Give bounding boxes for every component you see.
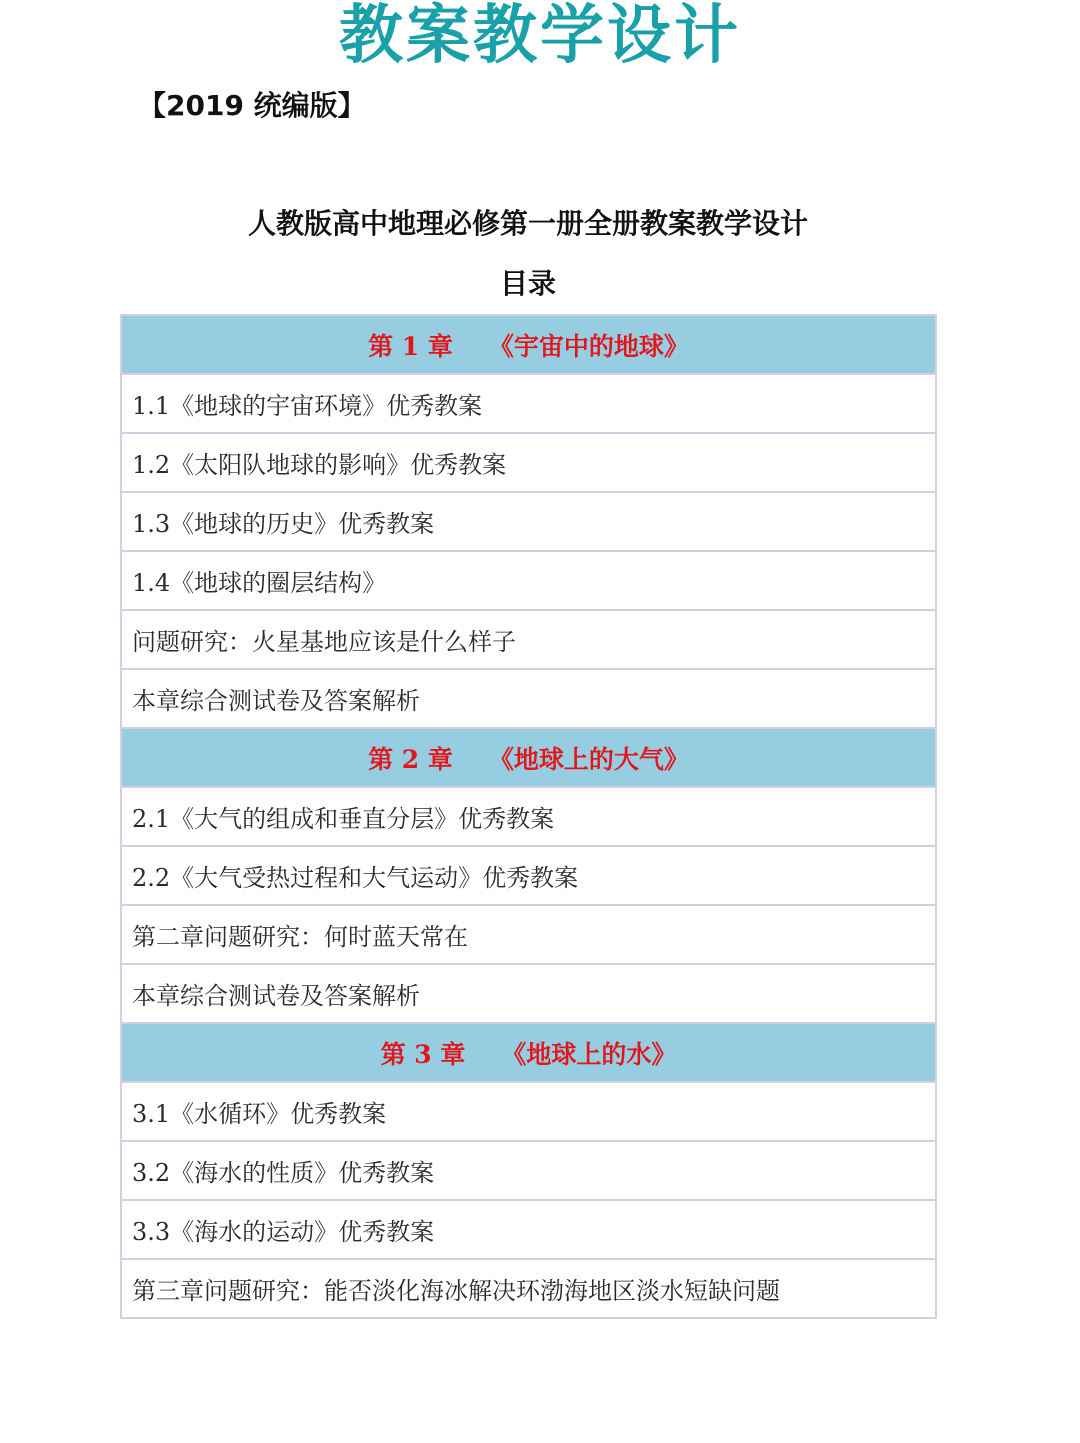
toc-item[interactable]: 3.1《水循环》优秀教案 xyxy=(121,1082,936,1141)
toc-row xyxy=(121,1082,936,1141)
chapter-number: 第 1 章 xyxy=(368,331,453,361)
toc-row xyxy=(121,492,936,551)
chapter-number: 第 2 章 xyxy=(368,744,453,774)
chapter-3-header[interactable] xyxy=(121,1023,936,1082)
toc-row xyxy=(121,787,936,846)
chapter-name: 《地球上的大气》 xyxy=(488,744,689,774)
toc-row xyxy=(121,374,936,433)
toc-table xyxy=(120,314,937,1319)
toc-item[interactable]: 1.4《地球的圈层结构》 xyxy=(121,551,936,610)
toc-row xyxy=(121,433,936,492)
chapter-name: 《地球上的水》 xyxy=(501,1039,677,1069)
toc-item[interactable]: 1.2《太阳队地球的影响》优秀教案 xyxy=(121,433,936,492)
toc-item[interactable]: 3.3《海水的运动》优秀教案 xyxy=(121,1200,936,1259)
toc-heading: 目录 xyxy=(499,267,556,300)
toc-row xyxy=(121,551,936,610)
toc-item[interactable]: 1.1《地球的宇宙环境》优秀教案 xyxy=(121,374,936,433)
toc-row xyxy=(121,1259,936,1318)
toc-row xyxy=(121,610,936,669)
chapter-number: 第 3 章 xyxy=(380,1039,466,1069)
chapter-header xyxy=(121,315,936,374)
chapter-1-header[interactable] xyxy=(121,315,936,374)
toc-item[interactable]: 2.1《大气的组成和垂直分层》优秀教案 xyxy=(121,787,936,846)
edition-label: 【2019 统编版】 xyxy=(138,89,366,122)
toc-item[interactable]: 1.3《地球的历史》优秀教案 xyxy=(121,492,936,551)
chapter-header xyxy=(121,1023,936,1082)
toc-row xyxy=(121,964,936,1023)
toc-item[interactable]: 3.2《海水的性质》优秀教案 xyxy=(121,1141,936,1200)
chapter-name: 《宇宙中的地球》 xyxy=(488,331,689,361)
toc-item[interactable]: 问题研究：火星基地应该是什么样子 xyxy=(121,610,936,669)
toc-row xyxy=(121,846,936,905)
toc-row xyxy=(121,1141,936,1200)
toc-row xyxy=(121,669,936,728)
toc-item[interactable]: 2.2《大气受热过程和大气运动》优秀教案 xyxy=(121,846,936,905)
toc-item[interactable]: 本章综合测试卷及答案解析 xyxy=(121,964,936,1023)
toc-row xyxy=(121,905,936,964)
toc-item[interactable]: 第三章问题研究：能否淡化海冰解决环渤海地区淡水短缺问题 xyxy=(121,1259,936,1318)
toc-item[interactable]: 第二章问题研究：何时蓝天常在 xyxy=(121,905,936,964)
toc-row xyxy=(121,1200,936,1259)
chapter-header xyxy=(121,728,936,787)
document-title: 人教版高中地理必修第一册全册教案教学设计 xyxy=(247,207,808,240)
chapter-2-header[interactable] xyxy=(121,728,936,787)
toc-item[interactable]: 本章综合测试卷及答案解析 xyxy=(121,669,936,728)
banner-title: 教案教学设计 xyxy=(339,0,741,73)
